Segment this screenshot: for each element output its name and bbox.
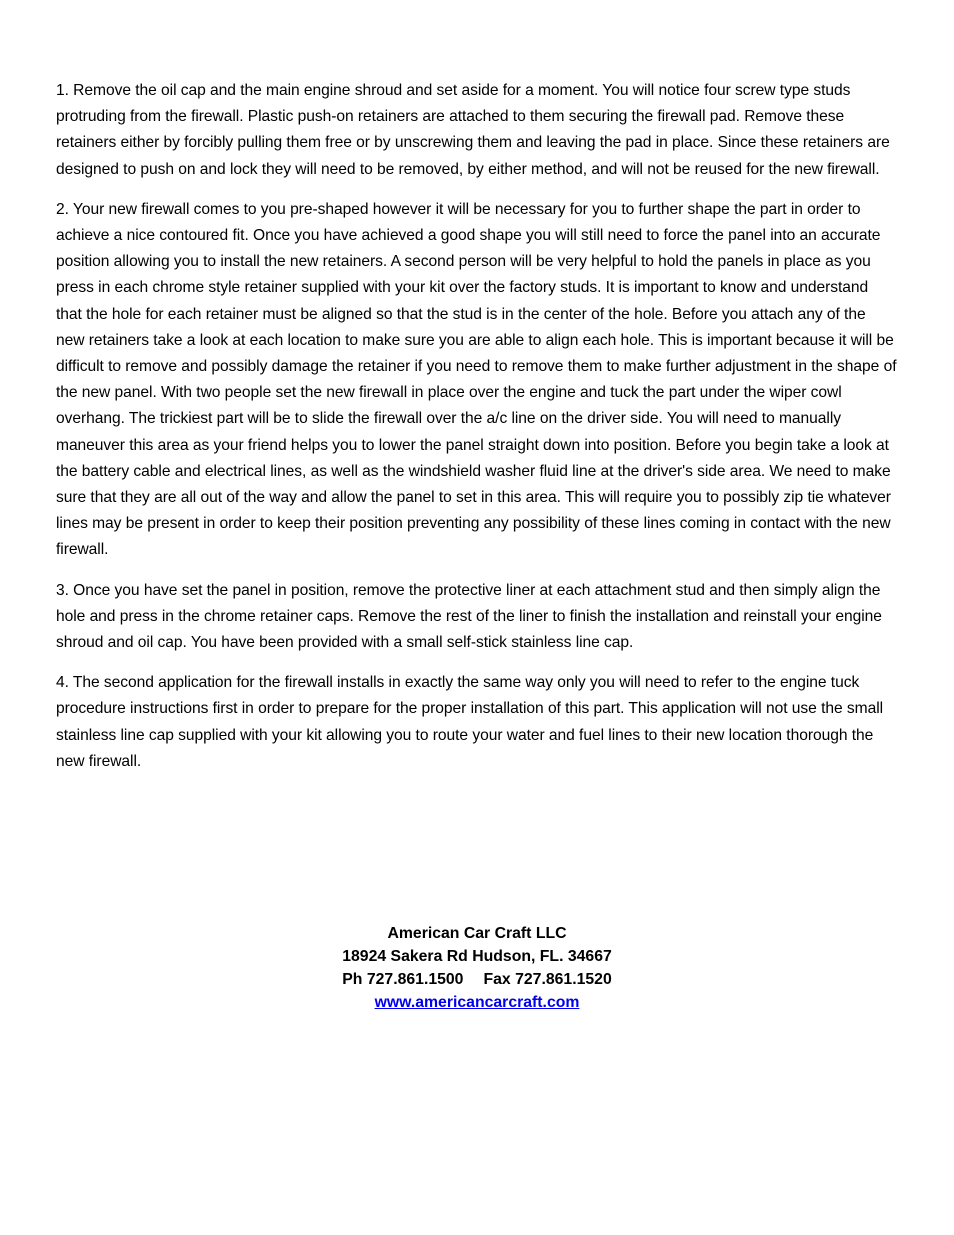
phone-number: Ph 727.861.1500	[342, 971, 464, 988]
instruction-step-2: 2. Your new firewall comes to you pre-shaped however it will be necessary for you to further shape the part in order to achieve a nice contoured fit. Once you have achieved a good shape you will still need to force the panel into an accurate position allowing you to install the new retainers. A second person will be very helpful to hold the panels in place as you press in each chrome style retainer supplied with your kit over the factory studs. It is important to know and understand that the hole for each retainer must be aligned so that the stud is in the center of the hole. Before you attach any of the new retainers take a look at each location to make sure you are able to align each hole. This is important because it will be difficult to remove and possibly damage the retainer if you need to remove them to make further adjustment in the shape of the new panel. With two people set the new firewall in place over the engine and tuck the part under the wiper cowl overhang. The trickiest part will be to slide the firewall over the a/c line on the driver side. You will need to manually maneuver this area as your friend helps you to lower the panel straight down into position. Before you begin take a look at the battery cable and electrical lines, as well as the windshield washer fluid line at the driver's side area. We need to make sure that they are all out of the way and allow the panel to set in this area. This will require you to possibly zip tie whatever lines may be present in order to keep their position preventing any possibility of these lines coming in contact with the new firewall.	[56, 200, 897, 559]
company-name: American Car Craft LLC	[387, 925, 567, 942]
contact-numbers	[0, 968, 954, 991]
website-line	[0, 991, 954, 1014]
website-link[interactable]: www.americancarcraft.com	[374, 994, 580, 1011]
instruction-step-4: 4. The second application for the firewall installs in exactly the same way only you will need to refer to the engine tuck procedure instructions first in order to prepare for the proper installation of this part. This application will not use the small stainless line cap supplied with your kit allowing you to route your water and fuel lines to their new location thorough the new firewall.	[56, 674, 884, 770]
company-address: 18924 Sakera Rd Hudson, FL. 34667	[342, 948, 612, 965]
instruction-step-3: 3. Once you have set the panel in position, remove the protective liner at each attachment stud and then simply align the hole and press in the chrome retainer caps. Remove the rest of the liner to finish the installation and reinstall your engine shroud and oil cap. You have been provided with a small self-stick stainless line cap.	[56, 581, 882, 652]
company-footer	[0, 922, 954, 1014]
instruction-step-1: 1. Remove the oil cap and the main engine shroud and set aside for a moment. You will notice four screw type studs protruding from the firewall. Plastic push-on retainers are attached to them securing the firewall pad. Remove these retainers either by forcibly pulling them free or by unscrewing them and leaving the pad in place. Since these retainers are designed to push on and lock they will need to be removed, by either method, and will not be reused for the new firewall.	[56, 82, 890, 178]
instructions-body	[56, 78, 898, 789]
fax-number: Fax 727.861.1520	[483, 971, 612, 988]
